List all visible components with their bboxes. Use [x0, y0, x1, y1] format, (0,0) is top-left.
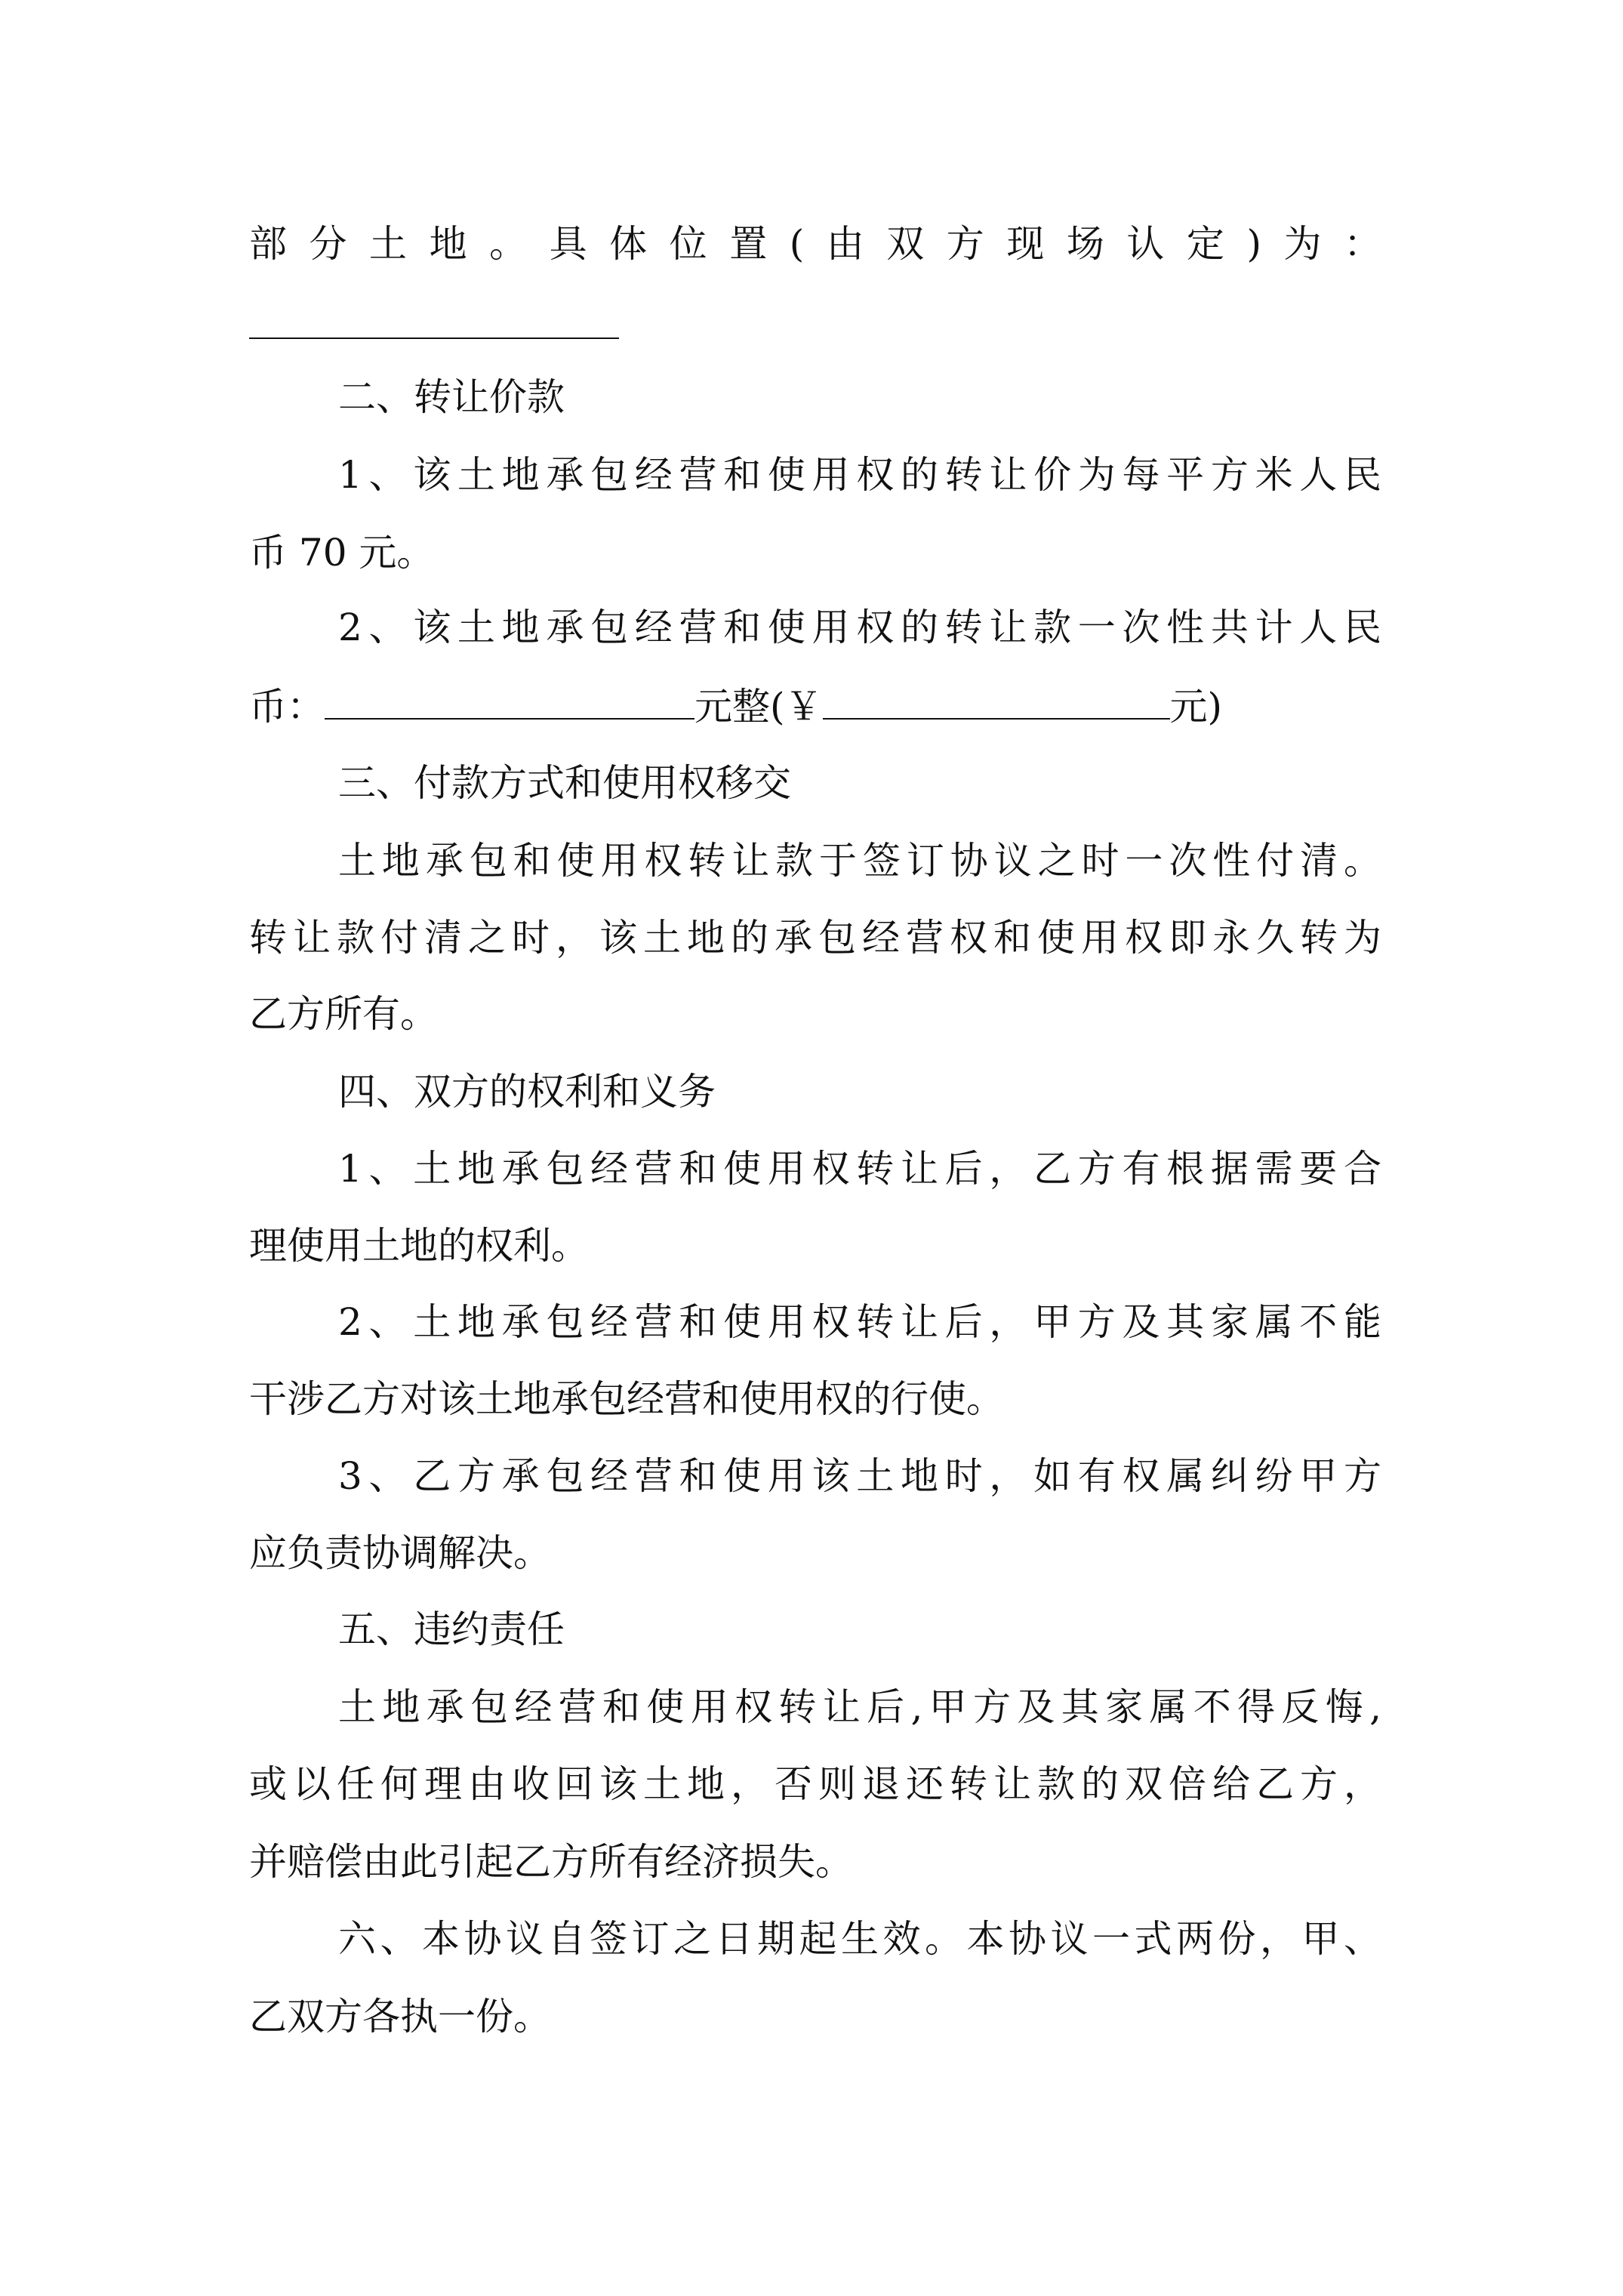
section-heading: 四、双方的权利和义务	[338, 1070, 716, 1114]
text-line: 并赔偿由此引起乙方所有经济损失。	[249, 1840, 853, 1884]
text-line: 部分土地。具体位置(由双方现场认定)为：	[249, 222, 1381, 266]
text-line: 土地承包经营和使用权转让后,甲方及其家属不得反悔,	[338, 1685, 1381, 1729]
amount-figures-blank	[823, 683, 1170, 720]
text-line: 六、本协议自签订之日期起生效。本协议一式两份，甲、	[338, 1917, 1381, 1961]
text-line: 干涉乙方对该土地承包经营和使用权的行使。	[249, 1377, 1004, 1421]
text-line: 2、土地承包经营和使用权转让后，甲方及其家属不能	[338, 1300, 1381, 1344]
text-line: 1、该土地承包经营和使用权的转让价为每平方米人民	[338, 453, 1381, 497]
text-line: 币 70 元。	[249, 531, 435, 575]
section-heading: 三、付款方式和使用权移交	[338, 761, 791, 805]
text-line: 或以任何理由收回该土地，否则退还转让款的双倍给乙方，	[249, 1762, 1381, 1806]
text-line: 乙方所有。	[249, 992, 438, 1036]
text-line: 乙双方各执一份。	[249, 1995, 551, 2039]
price-mid: 元整(￥	[694, 685, 823, 729]
text-line: 2、该土地承包经营和使用权的转让款一次性共计人民	[338, 606, 1381, 649]
price-line	[249, 683, 1381, 729]
text-line: 转让款付清之时，该土地的承包经营权和使用权即永久转为	[249, 916, 1381, 960]
text-line: 1、土地承包经营和使用权转让后，乙方有根据需要合	[338, 1147, 1381, 1191]
text-line: 应负责协调解决。	[249, 1531, 551, 1575]
amount-words-blank	[325, 683, 694, 720]
price-suffix: 元)	[1169, 685, 1223, 729]
location-blank-line	[249, 337, 619, 339]
section-heading: 五、违约责任	[338, 1607, 565, 1651]
text-line: 3、乙方承包经营和使用该土地时，如有权属纠纷甲方	[338, 1454, 1381, 1498]
price-prefix: 币：	[249, 685, 325, 729]
text-line: 土地承包和使用权转让款于签订协议之时一次性付清。	[338, 839, 1381, 883]
section-heading: 二、转让价款	[338, 375, 565, 419]
text-line: 理使用土地的权利。	[249, 1224, 589, 1268]
